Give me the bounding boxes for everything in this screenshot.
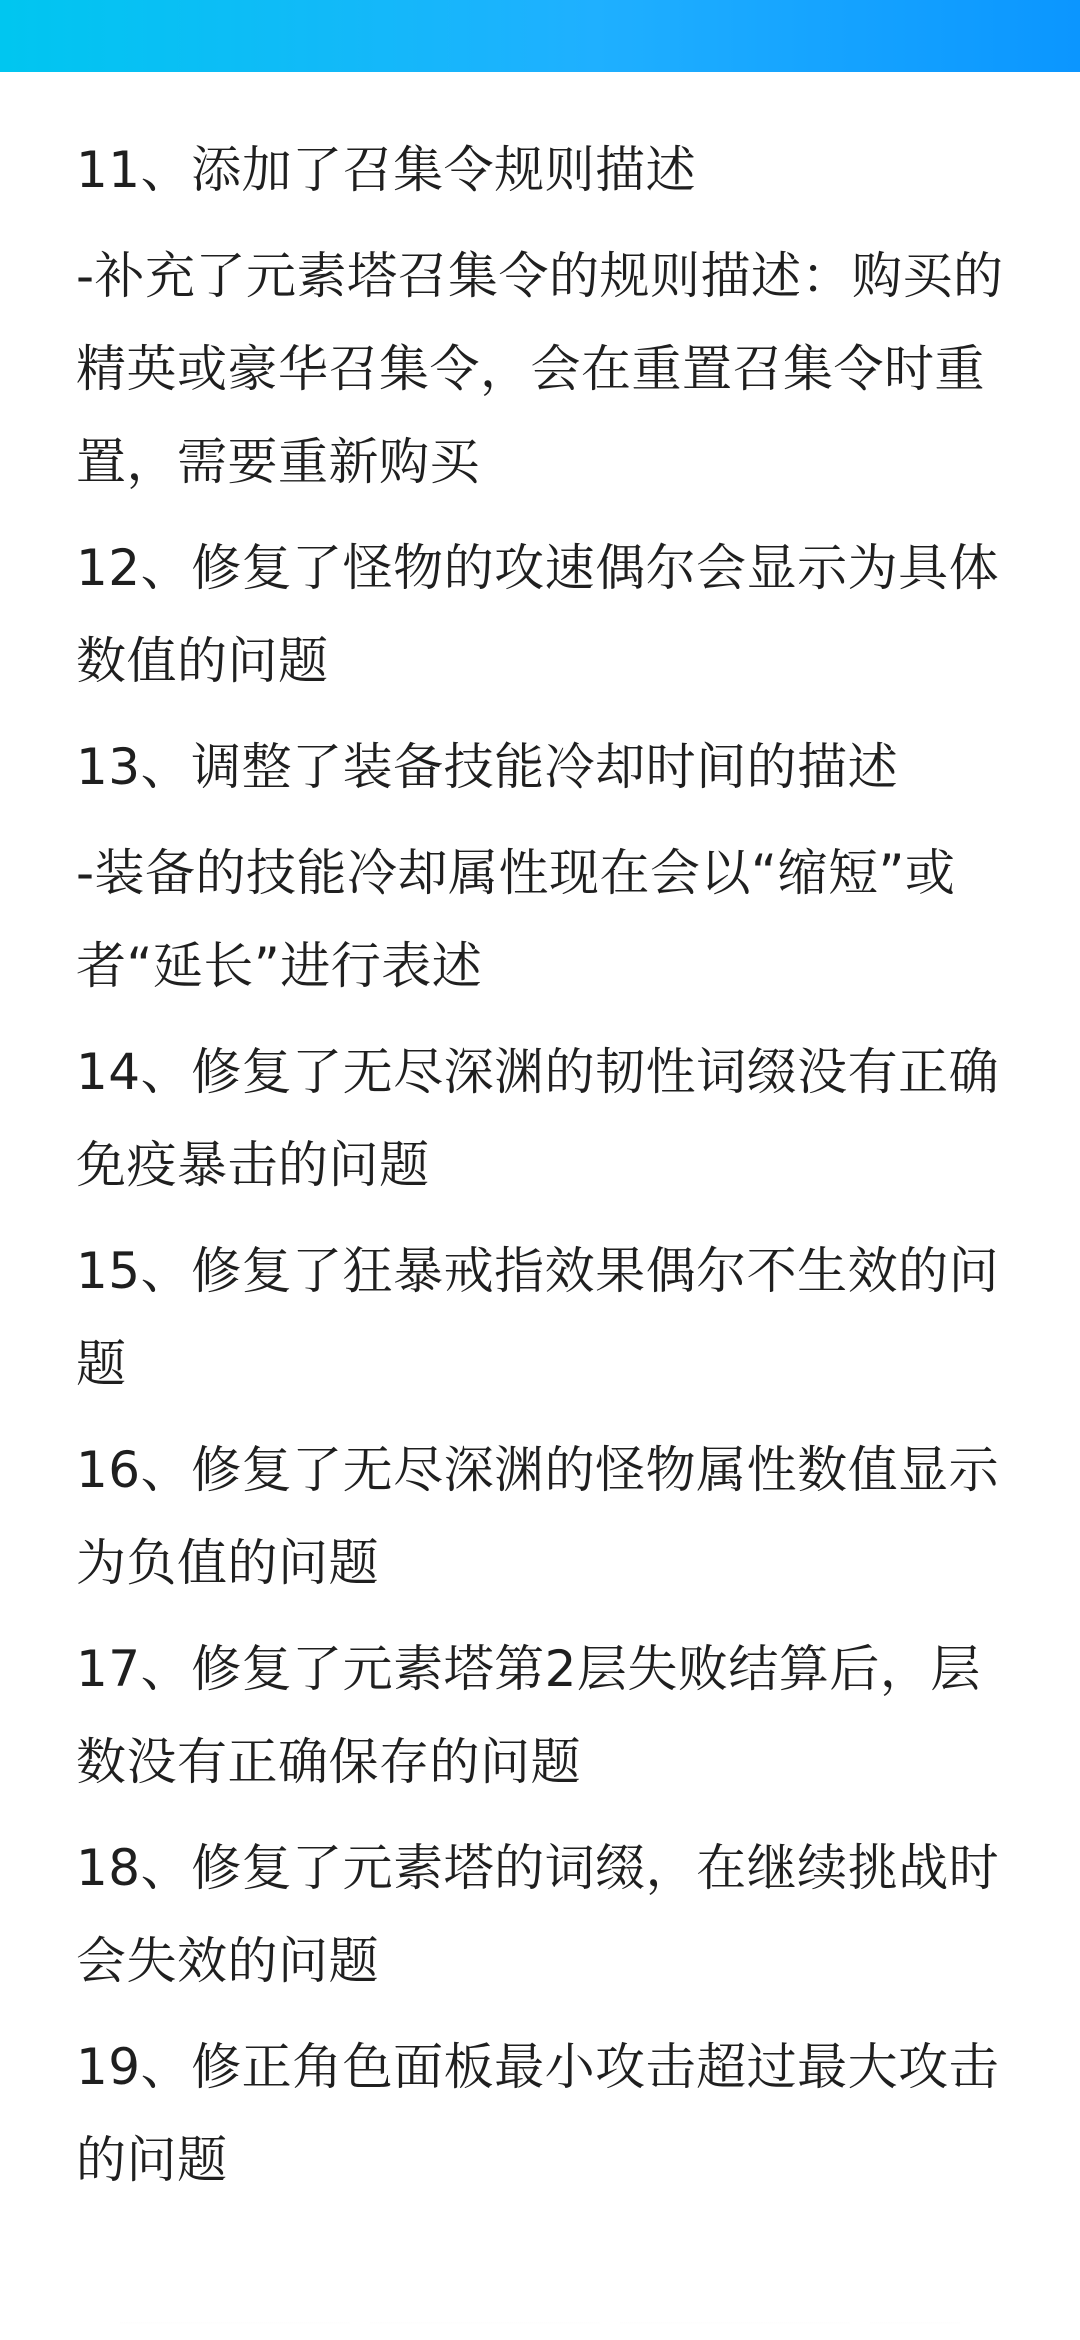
patch-note-item-16: 16、修复了无尽深渊的怪物属性数值显示为负值的问题	[76, 1441, 1000, 1592]
patch-note-detail-13: -装备的技能冷却属性现在会以“缩短”或者“延长”进行表述	[76, 844, 956, 995]
patch-note-item-14: 14、修复了无尽深渊的韧性词缀没有正确免疫暴击的问题	[76, 1043, 1000, 1194]
patch-note-item-11: 11、添加了召集令规则描述	[76, 141, 697, 199]
patch-note-item-15: 15、修复了狂暴戒指效果偶尔不生效的问题	[76, 1242, 1000, 1393]
patch-note-item-13: 13、调整了装备技能冷却时间的描述	[76, 738, 899, 796]
bottom-fade	[0, 2296, 1080, 2340]
patch-note-item-17: 17、修复了元素塔第2层失败结算后，层数没有正确保存的问题	[76, 1640, 981, 1791]
patch-note-item-18: 18、修复了元素塔的词缀，在继续挑战时会失效的问题	[76, 1839, 1000, 1990]
patch-note-item-12: 12、修复了怪物的攻速偶尔会显示为具体数值的问题	[76, 539, 1000, 690]
patch-note-detail-11: -补充了元素塔召集令的规则描述：购买的精英或豪华召集令，会在重置召集令时重置，需要重新购买	[76, 247, 1004, 491]
patch-note-item-19: 19、修正角色面板最小攻击超过最大攻击的问题	[76, 2038, 1000, 2189]
top-header-bar	[0, 0, 1080, 72]
patch-notes-content	[76, 124, 1006, 2220]
